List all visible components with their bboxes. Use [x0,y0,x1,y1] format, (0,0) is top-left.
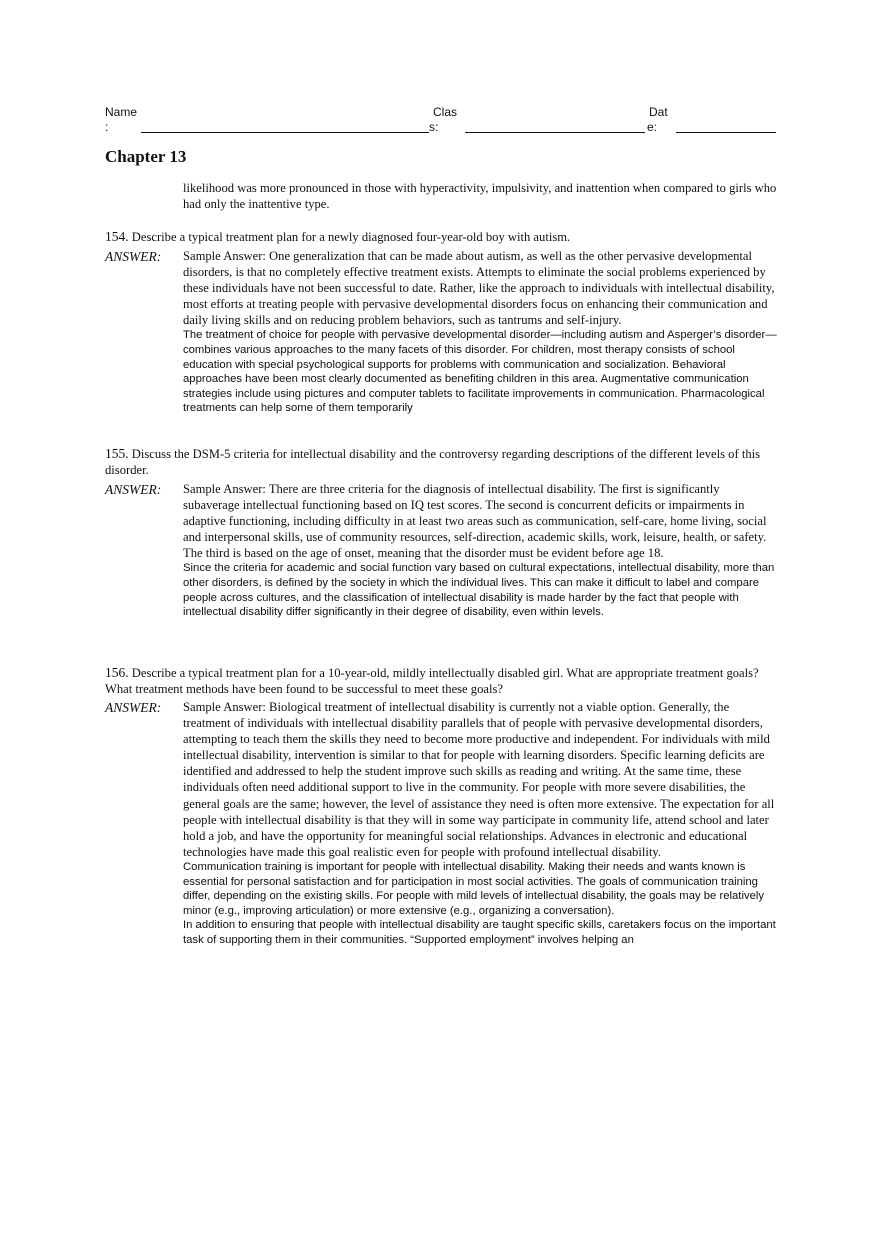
class-label-colon: s: [429,120,439,134]
question-number: 154. [105,229,129,244]
question-text: Describe a typical treatment plan for a 10-year-old, mildly intellectually disabled girl. What are appropriate treatment goals? What treatment methods have been found to be successful to meet these goals? [105,666,759,697]
name-field-line [141,132,429,133]
question-number: 155. [105,446,129,461]
question-prompt [105,446,781,478]
question-154 [105,229,781,245]
answer-serif-text: Sample Answer: One generalization that can be made about autism, as well as the other pervasive developmental disorders, is that no completely effective treatment exists. Attempts to eliminate the social problems experienced by these individuals have not been successful to date. Rather, like the approach to individuals with intellectual disability, most efforts at treating people with pervasive developmental disorders focus on enhancing their communication and daily living skills and on reducing problem behaviors, such as tantrums and self-injury. [183,249,775,328]
answer-serif-text: Sample Answer: There are three criteria for the diagnosis of intellectual disability. The first is significantly subaverage intellectual functioning based on IQ test scores. The second is concurrent deficits or impairments in adaptive functioning, including difficulty in at least two areas such as communication, self-care, home living, social and interpersonal skills, use of community resources, self-direction, academic skills, work, leisure, health, or safety. The third is based on the age of onset, meaning that the disorder must be evident before age 18. [183,482,767,561]
answer-label: ANSWER: [105,249,162,264]
chapter-title: Chapter 13 [105,147,187,166]
question-156 [105,665,781,697]
answer-sans-text: The treatment of choice for people with pervasive developmental disorder—including autism and Asperger’s disorder—combines various approaches to the many facets of this disorder. For children, most therapy consists of school education with special psychological supports for problems with communication and socialization. Behavioral approaches have been most clearly documented as benefiting children in this area. Augmentative communication strategies include using pictures and computer tablets to facilitate improvements in communication. Pharmacological treatments can help some of them temporarily [183,329,777,415]
continuation-text: likelihood was more pronounced in those with hyperactivity, impulsivity, and inattention when compared to girls who had only the inattentive type. [183,181,777,212]
question-prompt [105,665,781,697]
answer-155 [183,481,779,620]
answer-sans-text: Since the criteria for academic and social function vary based on cultural expectations, intellectual disability, more than other disorders, is defined by the society in which the individual lives. This can make it difficult to label and compare people across cultures, and the classification of intellectual disability is made harder by the fact that people with intellectual disability differ significantly in their degree of disability, even within levels. [183,562,775,619]
continuation-paragraph [183,180,779,212]
class-field-line [465,132,645,133]
answer-sans-text: Communication training is important for people with intellectual disability. Making their needs and wants known is essential for personal satisfaction and for participation in most social activities. The goals of communication training differ, depending on the existing skills. For people with mild levels of intellectual disability, the goals may be relatively minor (e.g., improving articulation) or more extensive (e.g., organizing a conversation). [183,860,765,917]
date-label: Dat [649,105,668,119]
answer-label: ANSWER: [105,700,162,715]
date-field-line [676,132,776,133]
question-text: Discuss the DSM-5 criteria for intellectual disability and the controversy regarding descriptions of the different levels of this disorder. [105,447,761,478]
answer-156 [183,699,779,948]
answer-154 [183,248,779,416]
name-label: Name [105,105,138,119]
question-text: Describe a typical treatment plan for a newly diagnosed four-year-old boy with autism. [131,230,571,244]
question-prompt [105,229,781,245]
name-label-colon: : [105,120,109,134]
date-label-colon: e: [647,120,658,134]
class-label: Clas [433,105,458,119]
question-number: 156. [105,665,129,680]
question-155 [105,446,781,478]
answer-sans-text: In addition to ensuring that people with intellectual disability are taught specific skills, caretakers focus on the important task of supporting them in their communities. “Supported employment” involves helping an [183,919,776,946]
answer-label: ANSWER: [105,482,162,497]
answer-serif-text: Sample Answer: Biological treatment of intellectual disability is currently not a viable option. Generally, the treatment of individuals with intellectual disability parallels that of people with pervasive developmental disorders, attempting to teach them the skills they need to become more productive and independent. For individuals with mild intellectual disability, intervention is similar to that for people with learning disorders. Specific learning deficits are identified and addressed to help the student improve such skills as reading and writing. At the same time, these individuals often need additional support to live in the community. For people with more severe disabilities, the general goals are the same; however, the level of assistance they need is often more extensive. The expectation for all people with intellectual disability is that they will in some way participate in community life, attend school and later hold a job, and have the opportunity for meaningful social relationships. Advances in electronic and educational technologies have made this goal realistic even for people with profound intellectual disability. [183,700,775,859]
